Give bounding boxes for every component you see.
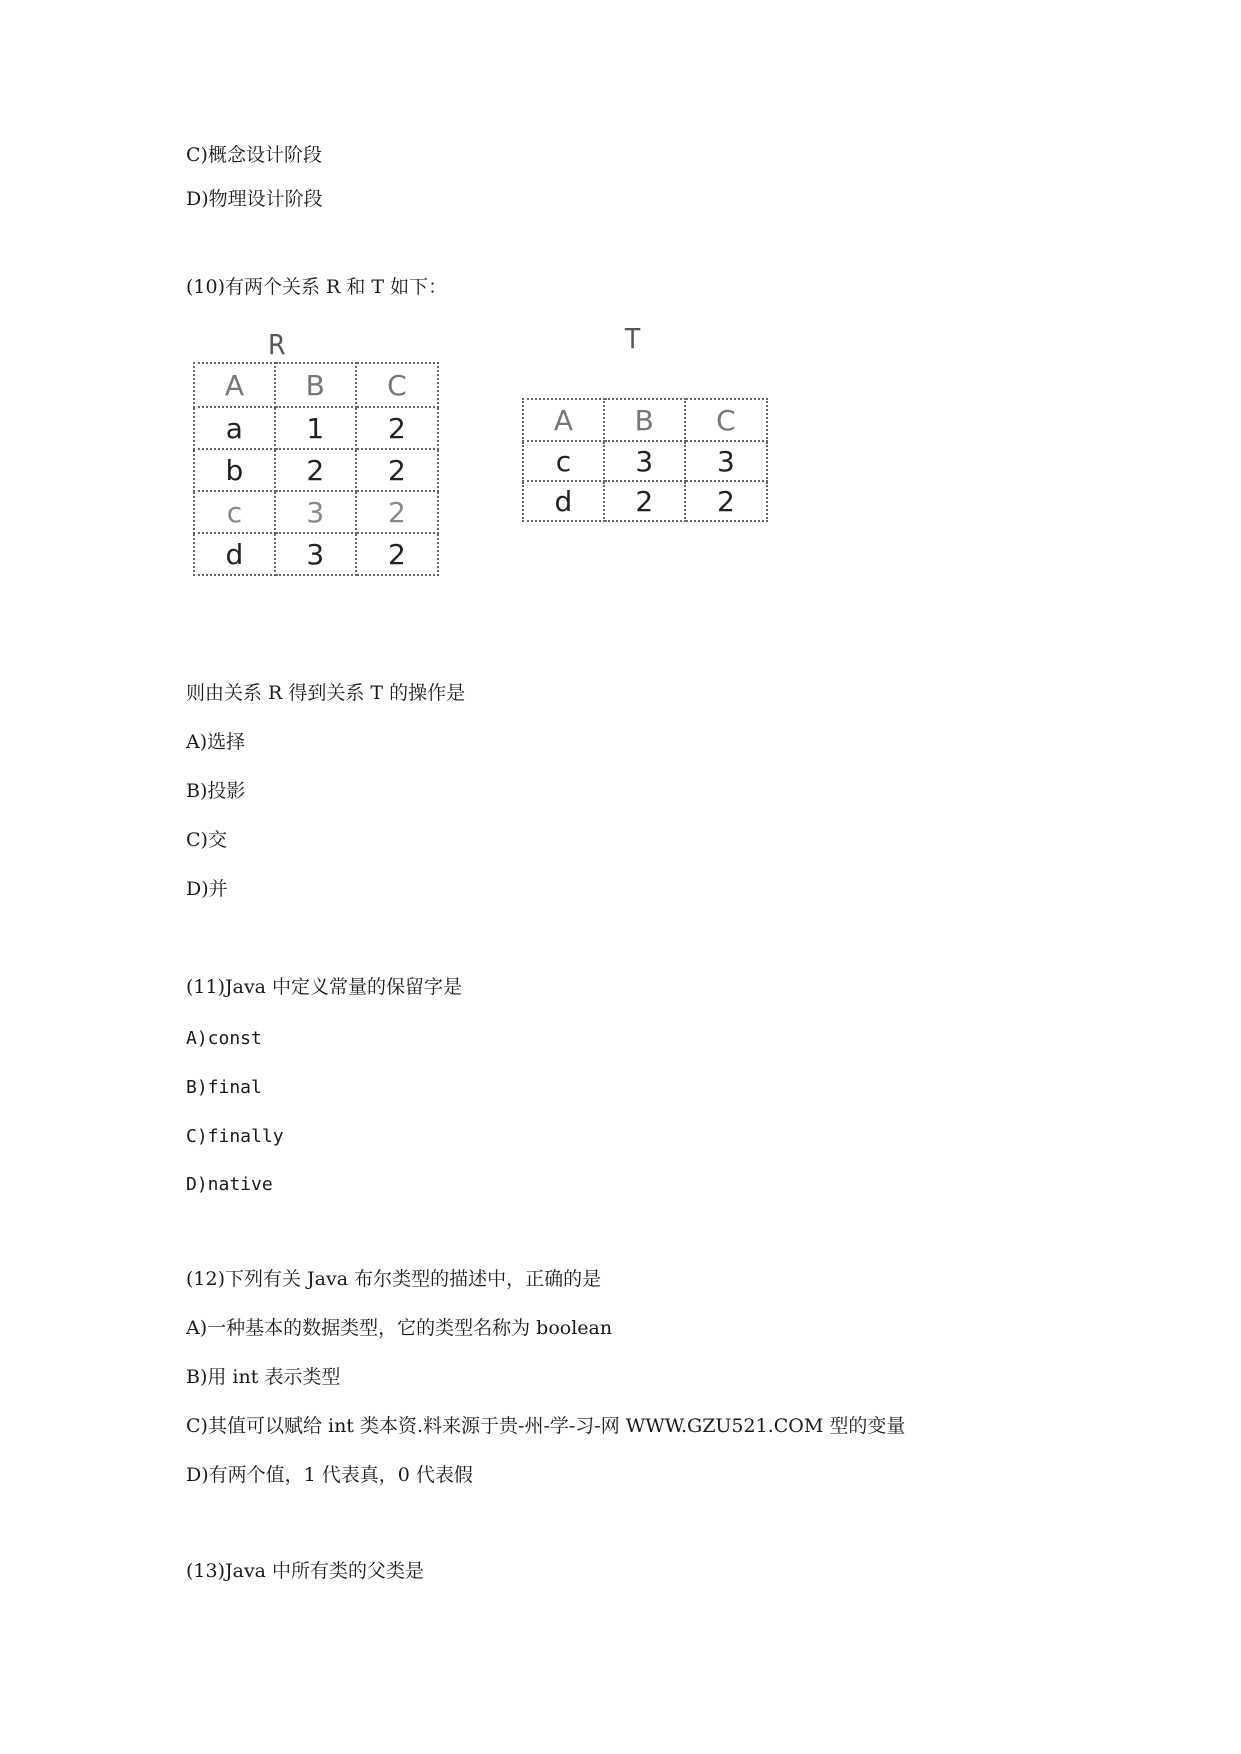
- q11-option-a: A)const: [186, 1028, 262, 1049]
- relation-t-cell: 2: [604, 481, 685, 521]
- q10-option-b: B)投影: [186, 780, 246, 802]
- relation-r-row: [194, 449, 438, 491]
- q12-option-c: C)其值可以赋给 int 类本资.料来源于贵-州-学-习-网 WWW.GZU521.COM 型的变量: [186, 1415, 906, 1437]
- q10-stem: (10)有两个关系 R 和 T 如下：: [186, 276, 448, 298]
- relation-t-row: [523, 441, 767, 481]
- relation-r-cell: 3: [275, 491, 356, 533]
- q11-option-c: C)finally: [186, 1126, 284, 1147]
- q13-stem: (13)Java 中所有类的父类是: [186, 1560, 425, 1582]
- relation-t-cell: 3: [604, 441, 685, 481]
- relation-r-cell: 3: [275, 533, 356, 575]
- relation-r-cell: c: [194, 491, 275, 533]
- relation-r-row: [194, 491, 438, 533]
- relation-t-cell: d: [523, 481, 604, 521]
- relation-t-header: C: [685, 399, 767, 441]
- relation-r-cell: a: [194, 407, 275, 449]
- relation-r-row: [194, 407, 438, 449]
- q10-option-c: C)交: [186, 829, 227, 851]
- relation-r-cell: 2: [356, 449, 438, 491]
- relation-r-header: B: [275, 363, 356, 407]
- relation-t-row: [523, 481, 767, 521]
- q12-stem: (12)下列有关 Java 布尔类型的描述中，正确的是: [186, 1268, 602, 1290]
- relation-t-cell: c: [523, 441, 604, 481]
- relation-t-cell: 3: [685, 441, 767, 481]
- relation-r-cell: 2: [275, 449, 356, 491]
- relation-r-header: A: [194, 363, 275, 407]
- relation-r-row: [194, 533, 438, 575]
- relation-r-cell: 1: [275, 407, 356, 449]
- relation-r-cell: d: [194, 533, 275, 575]
- q11-option-b: B)final: [186, 1077, 262, 1098]
- q9-option-c: C)概念设计阶段: [186, 144, 322, 166]
- relation-r-cell: b: [194, 449, 275, 491]
- q12-option-a: A)一种基本的数据类型，它的类型名称为 boolean: [186, 1317, 613, 1339]
- q12-option-d: D)有两个值，1 代表真，0 代表假: [186, 1464, 473, 1486]
- relation-t-header: B: [604, 399, 685, 441]
- relation-r-header: C: [356, 363, 438, 407]
- q11-option-d: D)native: [186, 1174, 273, 1195]
- q10-question: 则由关系 R 得到关系 T 的操作是: [186, 682, 466, 704]
- q11-stem: (11)Java 中定义常量的保留字是: [186, 976, 463, 998]
- relation-t-header: A: [523, 399, 604, 441]
- relation-t-table: [522, 398, 768, 522]
- relation-r-cell: 2: [356, 407, 438, 449]
- relation-r-cell: 2: [356, 491, 438, 533]
- q12-option-b: B)用 int 表示类型: [186, 1366, 341, 1388]
- q10-option-a: A)选择: [186, 731, 246, 753]
- q10-option-d: D)并: [186, 878, 228, 900]
- relation-r-name: R: [267, 328, 286, 361]
- relation-r-table: [193, 362, 439, 576]
- q9-option-d: D)物理设计阶段: [186, 188, 323, 210]
- relation-r-cell: 2: [356, 533, 438, 575]
- relation-t-name: T: [624, 322, 641, 355]
- relation-t-cell: 2: [685, 481, 767, 521]
